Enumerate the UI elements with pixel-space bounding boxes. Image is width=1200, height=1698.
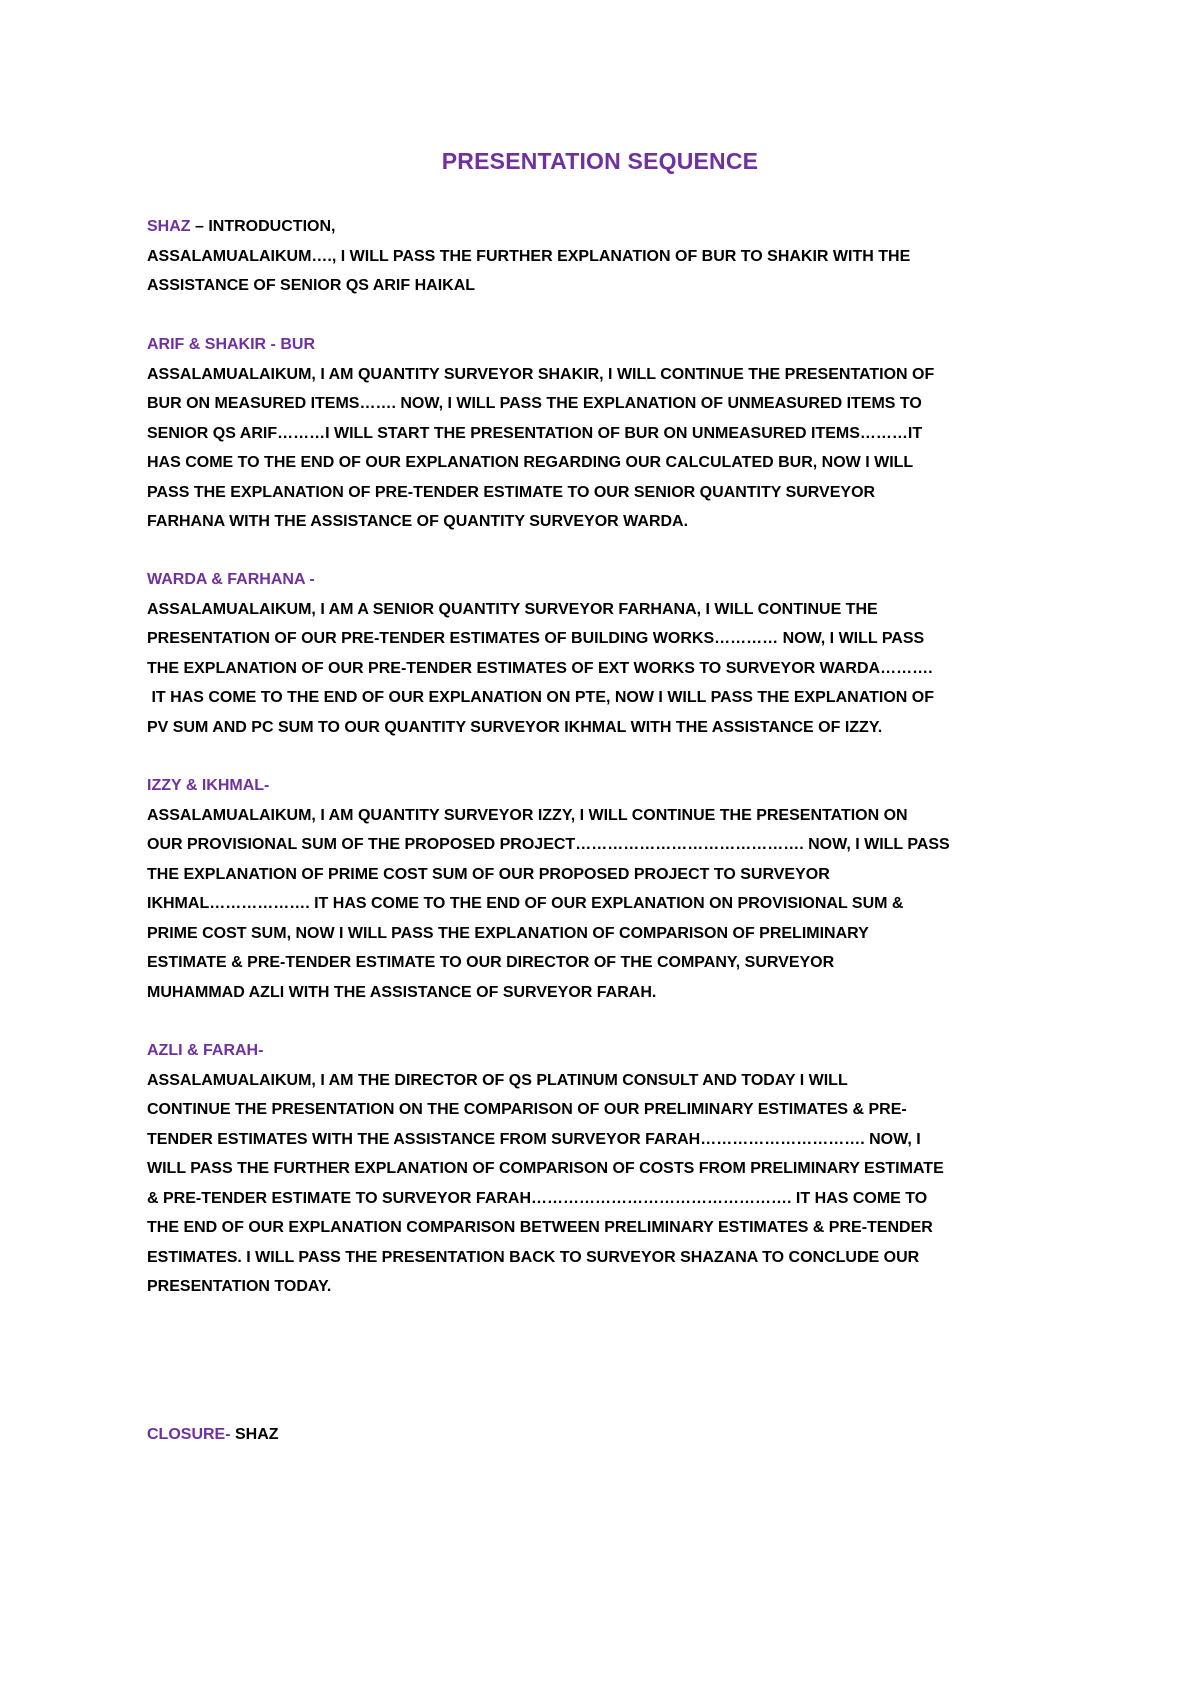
paragraph-line: ASSALAMUALAIKUM…., I WILL PASS THE FURTHER EXPLANATION OF BUR TO SHAKIR WITH THE (147, 247, 911, 265)
paragraph-line: PRESENTATION OF OUR PRE-TENDER ESTIMATES OF BUILDING WORKS………… NOW, I WILL PASS (147, 630, 925, 647)
closure-heading (147, 1420, 1082, 1450)
section-closure (147, 1420, 1082, 1450)
paragraph-line: BUR ON MEASURED ITEMS……. NOW, I WILL PASS THE EXPLANATION OF UNMEASURED ITEMS TO (147, 395, 922, 412)
paragraph-line: THE EXPLANATION OF PRIME COST SUM OF OUR PROPOSED PROJECT TO SURVEYOR (147, 865, 830, 883)
section-warda-farhana (147, 565, 1082, 742)
paragraph-line: HAS COME TO THE END OF OUR EXPLANATION REGARDING OUR CALCULATED BUR, NOW I WILL (147, 454, 914, 471)
paragraph-line: PRIME COST SUM, NOW I WILL PASS THE EXPLANATION OF COMPARISON OF PRELIMINARY (147, 924, 869, 942)
paragraph-line: ESTIMATE & PRE-TENDER ESTIMATE TO OUR DIRECTOR OF THE COMPANY, SURVEYOR (147, 954, 835, 971)
paragraph-line: PV SUM AND PC SUM TO OUR QUANTITY SURVEYOR IKHMAL WITH THE ASSISTANCE OF IZZY. (147, 718, 883, 736)
paragraph-line: FARHANA WITH THE ASSISTANCE OF QUANTITY SURVEYOR WARDA. (147, 513, 689, 530)
section-arif-shakir-bur (147, 330, 1082, 537)
paragraph-line: ASSALAMUALAIKUM, I AM QUANTITY SURVEYOR IZZY, I WILL CONTINUE THE PRESENTATION ON (147, 806, 908, 824)
page-title: PRESENTATION SEQUENCE (441, 148, 759, 174)
section-heading: IZZY & IKHMAL- (147, 777, 270, 794)
paragraph-line: CONTINUE THE PRESENTATION ON THE COMPARISON OF OUR PRELIMINARY ESTIMATES & PRE- (147, 1101, 907, 1118)
speaker-label: SHAZ (147, 218, 191, 235)
paragraph-line: TENDER ESTIMATES WITH THE ASSISTANCE FROM SURVEYOR FARAH…………………………. NOW, I (147, 1130, 921, 1148)
paragraph-line: WILL PASS THE FURTHER EXPLANATION OF COMPARISON OF COSTS FROM PRELIMINARY ESTIMATE (147, 1160, 944, 1177)
paragraph-line: ASSALAMUALAIKUM, I AM A SENIOR QUANTITY SURVEYOR FARHANA, I WILL CONTINUE THE (147, 600, 878, 618)
paragraph-line: THE EXPLANATION OF OUR PRE-TENDER ESTIMATES OF EXT WORKS TO SURVEYOR WARDA………. (147, 659, 933, 677)
paragraph-line: & PRE-TENDER ESTIMATE TO SURVEYOR FARAH…………………………………………. IT HAS COME TO (147, 1189, 928, 1207)
paragraph-line: THE END OF OUR EXPLANATION COMPARISON BETWEEN PRELIMINARY ESTIMATES & PRE-TENDER (147, 1219, 933, 1236)
section-azli-farah (147, 1036, 1082, 1302)
paragraph-line: ASSISTANCE OF SENIOR QS ARIF HAIKAL (147, 277, 476, 294)
section-heading (147, 212, 1082, 242)
paragraph-line: PASS THE EXPLANATION OF PRE-TENDER ESTIMATE TO OUR SENIOR QUANTITY SURVEYOR (147, 483, 876, 501)
closure-label: CLOSURE- (147, 1426, 231, 1443)
closure-speaker: SHAZ (230, 1426, 279, 1443)
section-izzy-ikhmal (147, 771, 1082, 1007)
heading-text: – INTRODUCTION, (190, 218, 336, 235)
paragraph-line: ESTIMATES. I WILL PASS THE PRESENTATION BACK TO SURVEYOR SHAZANA TO CONCLUDE OUR (147, 1248, 920, 1266)
paragraph-line: SENIOR QS ARIF………I WILL START THE PRESENTATION OF BUR ON UNMEASURED ITEMS………IT (147, 424, 923, 442)
paragraph-line: IKHMAL………………. IT HAS COME TO THE END OF OUR EXPLANATION ON PROVISIONAL SUM & (147, 895, 904, 912)
section-heading: WARDA & FARHANA - (147, 571, 315, 588)
section-heading: AZLI & FARAH- (147, 1042, 264, 1059)
section-shaz-introduction (147, 212, 1082, 301)
paragraph-line: ASSALAMUALAIKUM, I AM QUANTITY SURVEYOR SHAKIR, I WILL CONTINUE THE PRESENTATION OF (147, 365, 935, 383)
section-heading: ARIF & SHAKIR - BUR (147, 336, 315, 353)
paragraph-line: OUR PROVISIONAL SUM OF THE PROPOSED PROJECT……………………………………. NOW, I WILL PASS (147, 836, 950, 853)
paragraph-line: MUHAMMAD AZLI WITH THE ASSISTANCE OF SURVEYOR FARAH. (147, 983, 657, 1001)
paragraph-line: PRESENTATION TODAY. (147, 1278, 332, 1295)
paragraph-line: IT HAS COME TO THE END OF OUR EXPLANATION ON PTE, NOW I WILL PASS THE EXPLANATION OF (147, 689, 934, 706)
paragraph-line: ASSALAMUALAIKUM, I AM THE DIRECTOR OF QS PLATINUM CONSULT AND TODAY I WILL (147, 1071, 848, 1089)
